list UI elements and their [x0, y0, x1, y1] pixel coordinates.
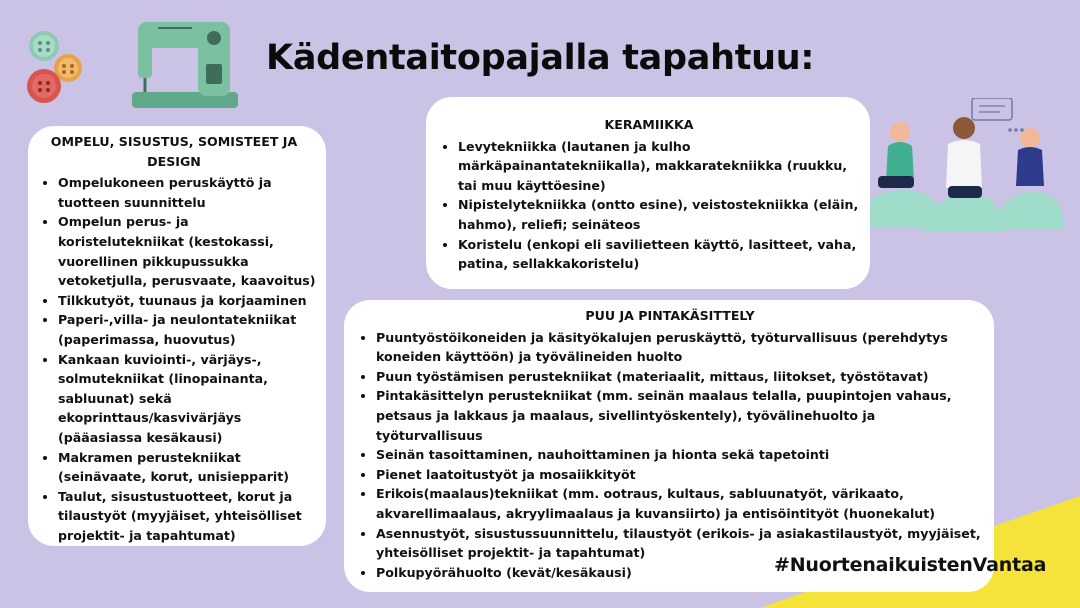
list-item: • Makramen perustekniikat (seinävaate, korut, unisiepparit): [58, 448, 318, 487]
list-item: • Erikois(maalaus)tekniikat (mm. ootraus, kultaus, sabluunatyöt, värikaato, akvarellimaalaus, akryylimaalaus ja kuvansiirto) ja entisöintityöt (huonekalut): [376, 484, 984, 523]
list-item: • Ompelukoneen peruskäyttö ja tuotteen suunnittelu: [58, 173, 318, 212]
list-item: • Koristelu (enkopi eli savilietteen käyttö, lasitteet, vaha, patina, sellakkakoristelu): [458, 235, 860, 274]
list-item: • Puuntyöstöikoneiden ja käsityökalujen peruskäyttö, työturvallisuus (perehdytys koneiden käyttöön) ja työvälineiden huolto: [376, 328, 984, 367]
list-item: • Puun työstämisen perustekniikat (materiaalit, mittaus, liitokset, työstötavat): [376, 367, 984, 387]
wood-item-list: [356, 328, 984, 583]
list-item: • Seinän tasoittaminen, nauhoittaminen ja hionta sekä tapetointi: [376, 445, 984, 465]
people-talking-illustration: [852, 98, 1066, 238]
list-item: • Paperi-,villa- ja neulontatekniikat (paperimassa, huovutus): [58, 310, 318, 349]
page-title: Kädentaitopajalla tapahtuu:: [266, 38, 815, 78]
sewing-machine-icon: [128, 14, 240, 112]
sewing-item-list: [38, 173, 318, 545]
list-item: • Kankaan kuviointi-, värjäys-, solmutekniikat (linopainanta, sabluunat) sekä ekoprinttaus/kasvivärjäys (pääasiassa kesäkausi): [58, 350, 318, 448]
ceramics-item-list: [438, 137, 860, 274]
hashtag-label: #NuortenaikuistenVantaa: [774, 554, 1047, 576]
list-item: • Levytekniikka (lautanen ja kulho märkäpainantatekniikalla), makkaratekniikka (ruukku, tai muu käyttöesine): [458, 137, 860, 196]
list-item: • Pienet laatoitustyöt ja mosaiikkityöt: [376, 465, 984, 485]
ceramics-section-heading: KERAMIIKKA: [604, 117, 694, 132]
sewing-section-heading: OMPELU, SISUSTUS, SOMISTEET JA DESIGN: [50, 134, 298, 169]
wood-section-heading: PUU JA PINTAKÄSITTELY: [585, 308, 755, 323]
buttons-icon: [24, 26, 86, 108]
list-item: • Pintakäsittelyn perustekniikat (mm. seinän maalaus telalla, puupintojen vahaus, petsaus ja lakkaus ja maalaus, sivellintyöskentely), työvälinehuolto ja työturvallisuus: [376, 386, 984, 445]
list-item: • Tilkkutyöt, tuunaus ja korjaaminen: [58, 291, 318, 311]
list-item: • Asennustyöt, sisustussuunnittelu, tilaustyöt (erikois- ja asiakastilaustyöt, myyjäiset, yhteisölliset projektit- ja tapahtumat): [376, 524, 984, 563]
list-item: • Polkupyörähuolto (kevät/kesäkausi): [376, 563, 984, 583]
list-item: • Nipistelytekniikka (ontto esine), veistostekniikka (eläin, hahmo), reliefi; seinäteos: [458, 195, 860, 234]
sewing-section-card: [28, 126, 326, 546]
list-item: • Taulut, sisustustuotteet, korut ja tilaustyöt (myyjäiset, yhteisölliset projektit- ja tapahtumat): [58, 487, 318, 546]
list-item: • Ompelun perus- ja koristelutekniikat (kestokassi, vuorellinen pikkupussukka vetoketjulla, perusvaate, kaavoitus): [58, 212, 318, 290]
wood-section-card: [344, 300, 994, 592]
ceramics-section-card: [426, 97, 870, 289]
